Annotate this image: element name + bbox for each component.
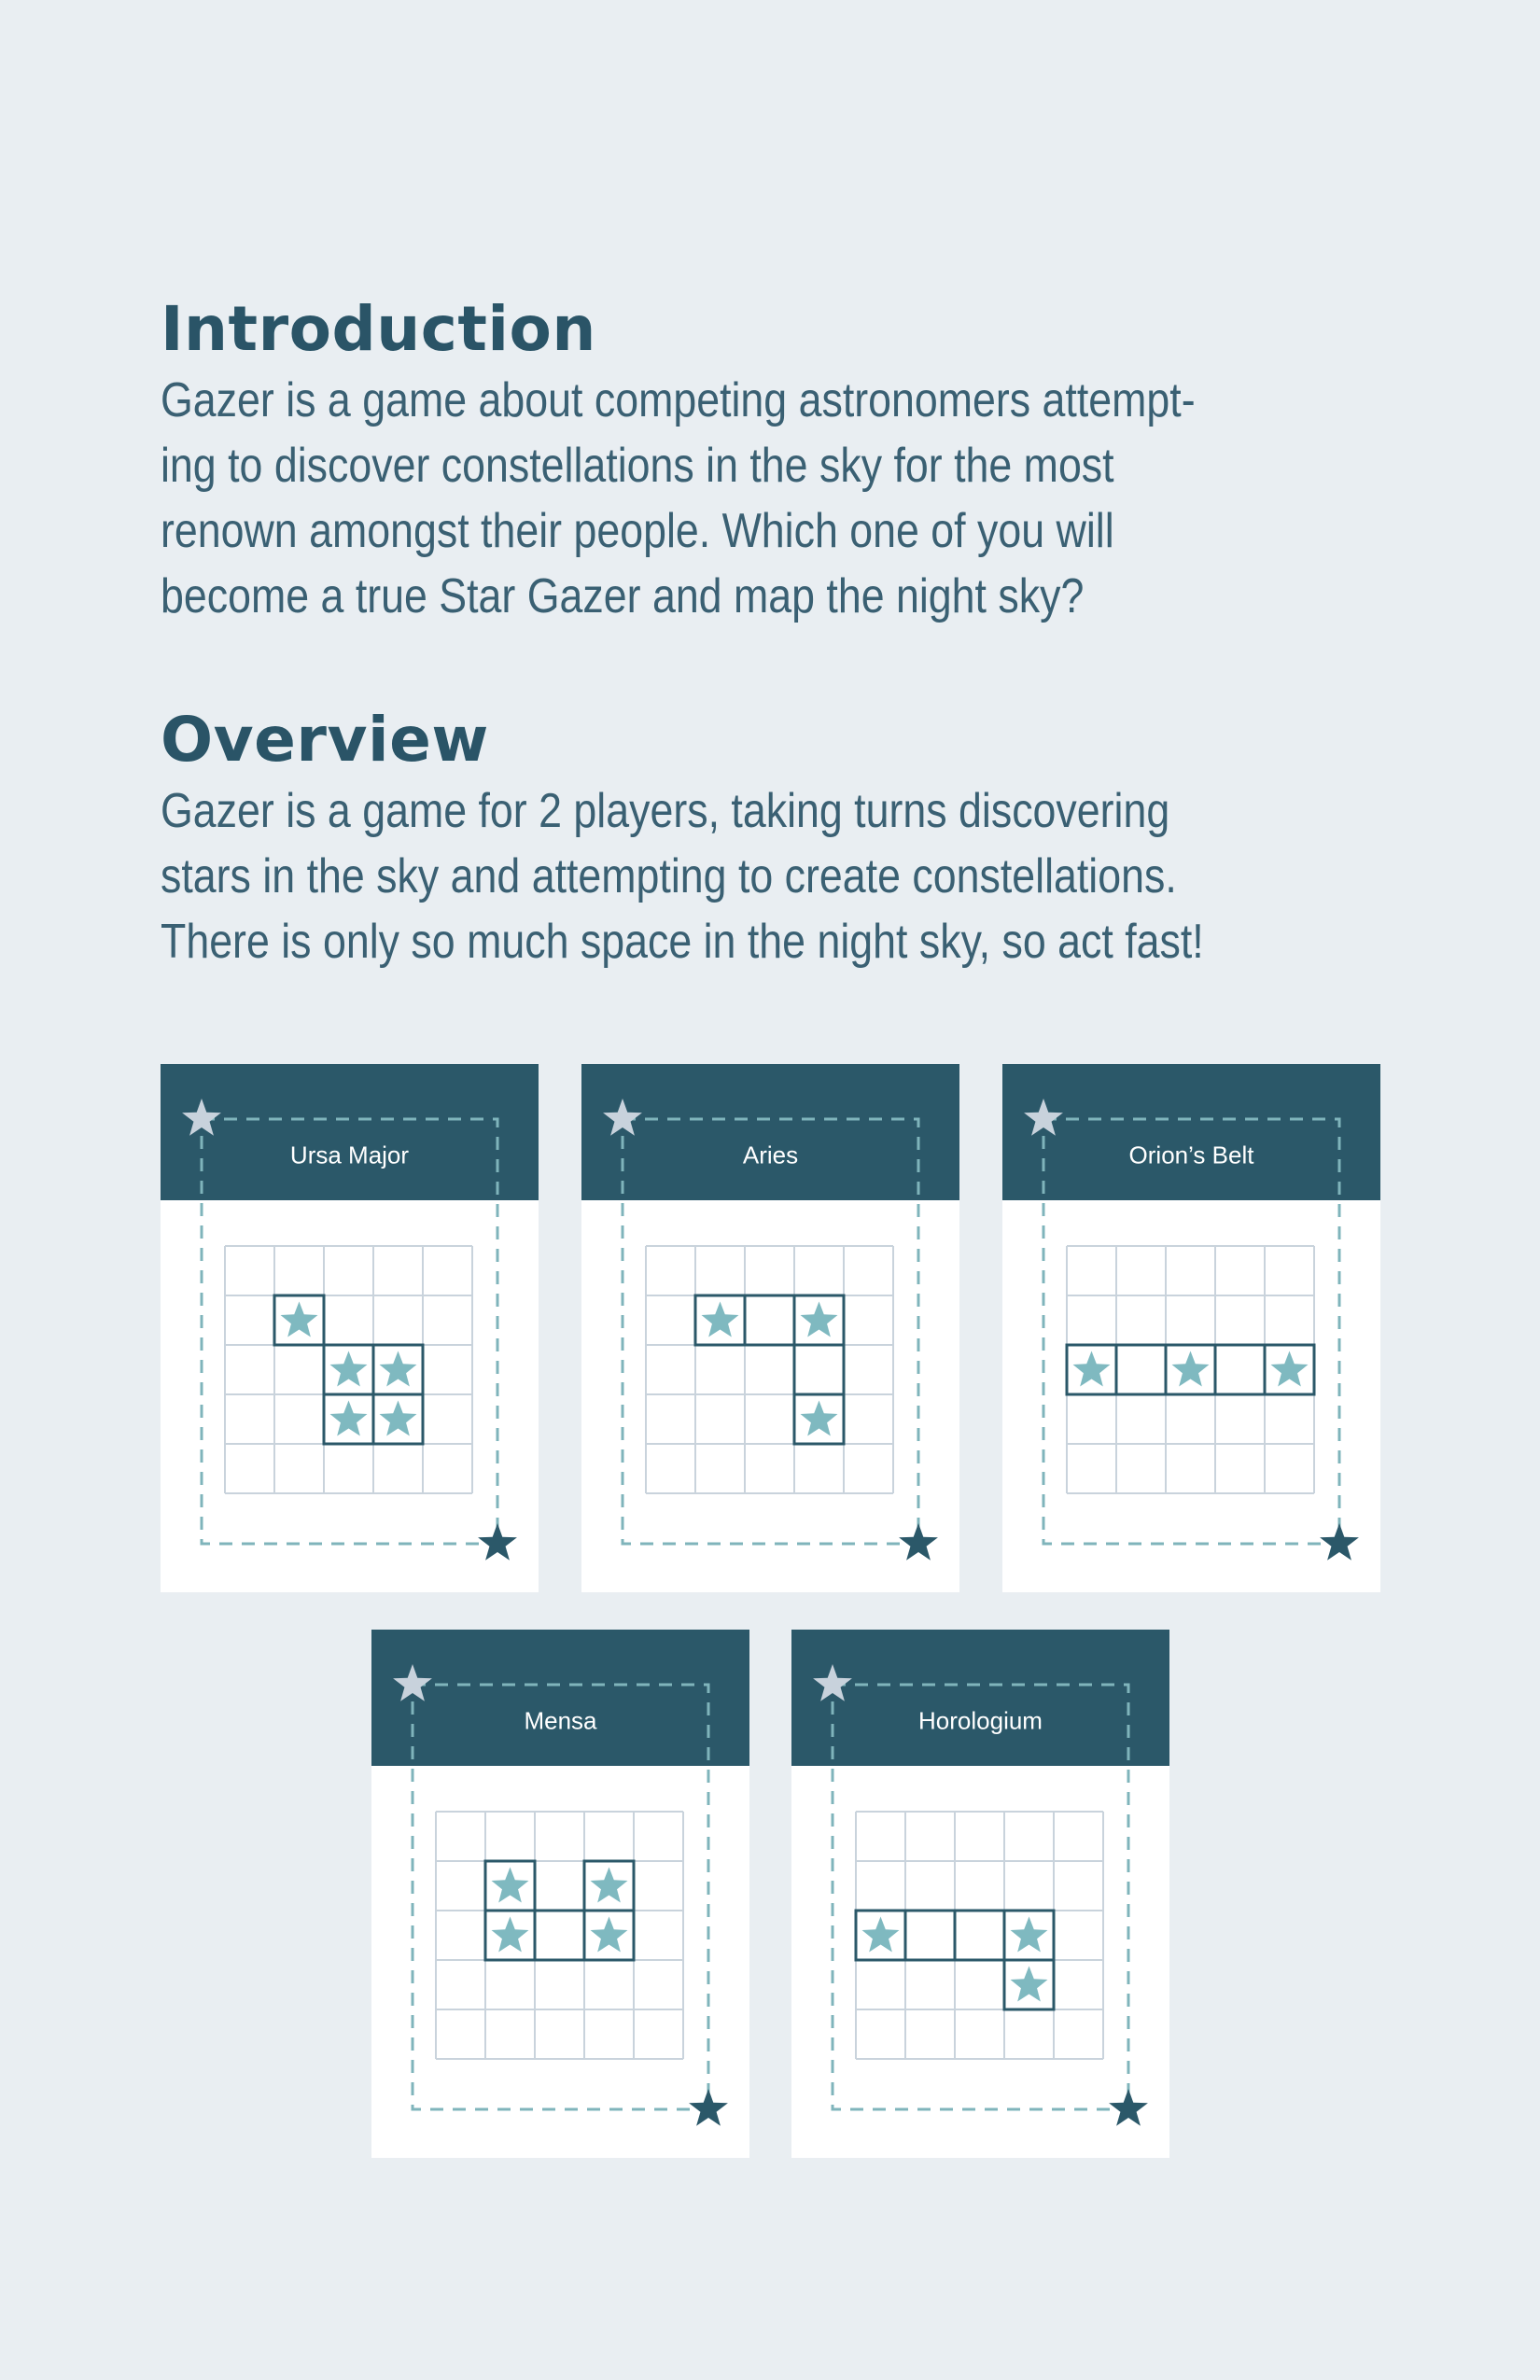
- constellation-cell: [1116, 1345, 1166, 1394]
- card-title: Aries: [742, 1141, 799, 1169]
- star-icon: [591, 1917, 628, 1953]
- star-icon: [1011, 1917, 1048, 1953]
- corner-star-icon: [813, 1664, 852, 1701]
- constellation-cell: [535, 1911, 584, 1960]
- star-icon: [492, 1868, 529, 1903]
- card-graphic: [161, 1064, 539, 1592]
- star-icon: [801, 1302, 838, 1337]
- corner-star-icon: [689, 2089, 728, 2126]
- introduction-section: [161, 293, 1402, 629]
- sky-grid: [856, 1812, 1103, 2059]
- card-title: Orion’s Belt: [1128, 1141, 1254, 1169]
- dashed-frame: [202, 1119, 497, 1544]
- star-icon: [380, 1351, 417, 1387]
- dashed-frame: [833, 1685, 1128, 2109]
- star-icon: [1271, 1351, 1309, 1387]
- introduction-text: Gazer is a game about competing astronomers attempt- ing to discover constellations in the sky for the most renown amongst their people. Which one of you will become a true Star Gazer and map the night sky?: [161, 373, 1196, 623]
- star-icon: [801, 1401, 838, 1436]
- corner-star-icon: [1024, 1099, 1063, 1136]
- constellation-card-ursa-major: [161, 1064, 539, 1592]
- corner-star-icon: [1320, 1523, 1359, 1561]
- star-icon: [330, 1401, 368, 1436]
- card-graphic: [791, 1630, 1169, 2158]
- constellation-cell: [745, 1295, 794, 1345]
- constellation-card-horologium: [791, 1630, 1169, 2158]
- star-icon: [281, 1302, 318, 1337]
- corner-star-icon: [603, 1099, 642, 1136]
- star-icon: [1073, 1351, 1111, 1387]
- overview-section: [161, 704, 1402, 974]
- card-graphic: [1002, 1064, 1380, 1592]
- overview-text: Gazer is a game for 2 players, taking turns discovering stars in the sky and attempting to create constellations. There is only so much space in the night sky, so act fast!: [161, 784, 1204, 969]
- corner-star-icon: [478, 1523, 517, 1561]
- constellation-card-orions-belt: [1002, 1064, 1380, 1592]
- constellation-cell: [794, 1345, 844, 1394]
- star-icon: [591, 1868, 628, 1903]
- star-icon: [492, 1917, 529, 1953]
- sky-grid: [436, 1812, 683, 2059]
- dashed-frame: [623, 1119, 918, 1544]
- star-icon: [1011, 1967, 1048, 2002]
- card-graphic: [581, 1064, 959, 1592]
- dashed-frame: [1043, 1119, 1339, 1544]
- card-title: Ursa Major: [289, 1141, 410, 1169]
- constellation-cell: [905, 1911, 955, 1960]
- overview-heading: Overview: [161, 704, 489, 776]
- corner-star-icon: [182, 1099, 221, 1136]
- card-title: Horologium: [918, 1706, 1043, 1735]
- star-icon: [702, 1302, 739, 1337]
- star-icon: [1172, 1351, 1210, 1387]
- constellation-cell: [1215, 1345, 1265, 1394]
- card-title: Mensa: [524, 1706, 597, 1735]
- corner-star-icon: [899, 1523, 938, 1561]
- introduction-heading: Introduction: [161, 293, 596, 365]
- star-icon: [330, 1351, 368, 1387]
- sky-grid: [646, 1246, 893, 1493]
- card-graphic: [371, 1630, 749, 2158]
- star-icon: [862, 1917, 900, 1953]
- dashed-frame: [413, 1685, 708, 2109]
- constellation-card-aries: [581, 1064, 959, 1592]
- star-icon: [380, 1401, 417, 1436]
- constellation-cell: [955, 1911, 1004, 1960]
- constellation-card-mensa: [371, 1630, 749, 2158]
- corner-star-icon: [1109, 2089, 1148, 2126]
- corner-star-icon: [393, 1664, 432, 1701]
